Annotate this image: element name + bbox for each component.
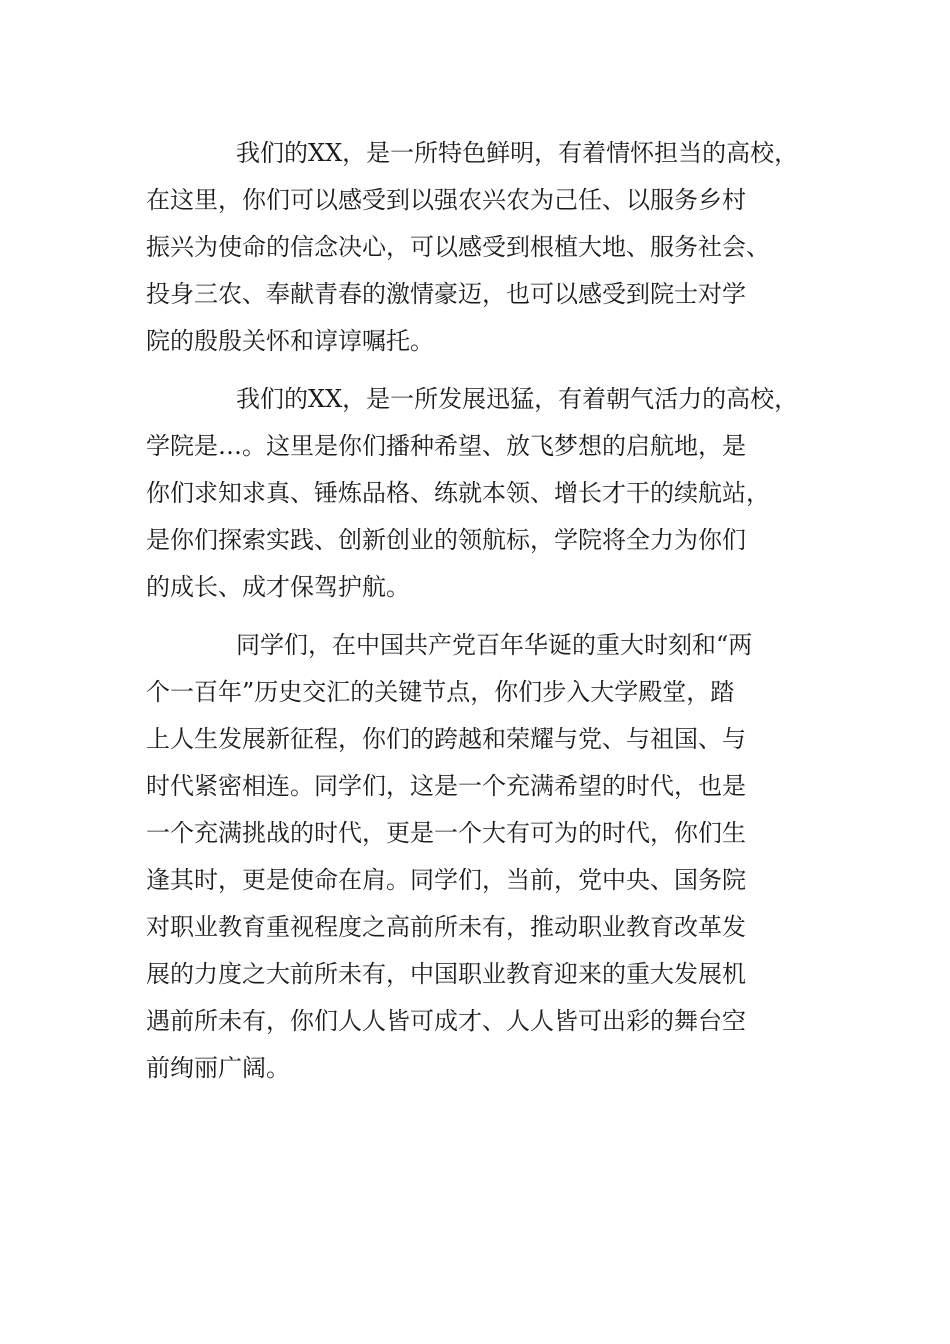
paragraph-3 — [146, 622, 826, 1092]
paragraph-line: 展的力度之大前所未有，中国职业教育迎来的重大发展机 — [146, 960, 746, 988]
paragraph-line: 的成长、成才保驾护航。 — [146, 573, 410, 601]
paragraph-line: 遇前所未有，你们人人皆可成才、人人皆可出彩的舞台空 — [146, 1007, 746, 1035]
paragraph-line: 我们的XX，是一所发展迅猛，有着朝气活力的高校， — [236, 385, 799, 413]
paragraph-line: 上人生发展新征程，你们的跨越和荣耀与党、与祖国、与 — [146, 725, 746, 753]
document-body — [146, 130, 826, 1103]
paragraph-line: 院的殷殷关怀和谆谆嘱托。 — [146, 327, 434, 355]
paragraph-line: 逢其时，更是使命在肩。同学们，当前，党中央、国务院 — [146, 866, 746, 894]
paragraph-line: 我们的XX，是一所特色鲜明，有着情怀担当的高校， — [236, 139, 799, 167]
paragraph-line: 是你们探索实践、创新创业的领航标，学院将全力为你们 — [146, 526, 746, 554]
paragraph-line: 个一百年”历史交汇的关键节点，你们步入大学殿堂，踏 — [146, 678, 735, 706]
paragraph-line: 投身三农、奉献青春的激情豪迈，也可以感受到院士对学 — [146, 280, 746, 308]
paragraph-line: 时代紧密相连。同学们，这是一个充满希望的时代，也是 — [146, 772, 746, 800]
paragraph-line: 对职业教育重视程度之高前所未有，推动职业教育改革发 — [146, 913, 746, 941]
paragraph-line: 振兴为使命的信念决心，可以感受到根植大地、服务社会、 — [146, 233, 770, 261]
paragraph-line: 你们求知求真、锤炼品格、练就本领、增长才干的续航站， — [146, 479, 770, 507]
paragraph-line: 在这里，你们可以感受到以强农兴农为己任、以服务乡村 — [146, 186, 746, 214]
paragraph-2 — [146, 376, 826, 611]
paragraph-line: 同学们，在中国共产党百年华诞的重大时刻和“两 — [236, 631, 753, 659]
paragraph-line: 前绚丽广阔。 — [146, 1054, 290, 1082]
paragraph-line: 学院是…。这里是你们播种希望、放飞梦想的启航地，是 — [146, 432, 746, 460]
paragraph-1 — [146, 130, 826, 365]
paragraph-line: 一个充满挑战的时代，更是一个大有可为的时代，你们生 — [146, 819, 746, 847]
